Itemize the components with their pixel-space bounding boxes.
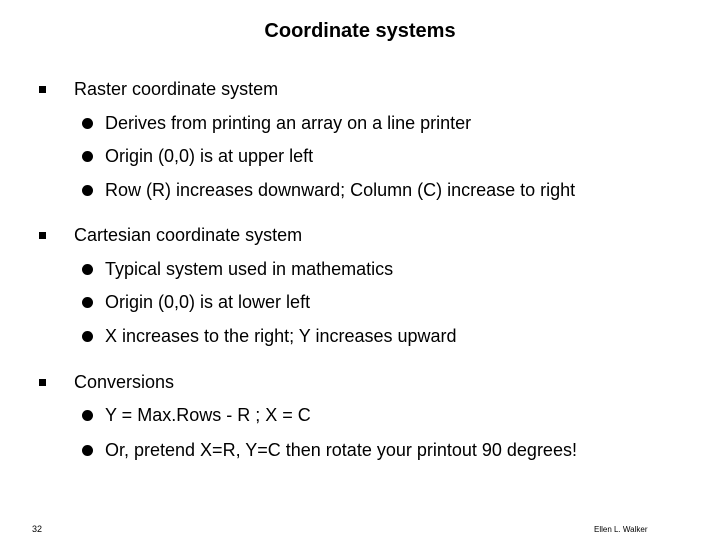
section-heading-raster: Raster coordinate system <box>74 79 279 99</box>
round-bullet-icon <box>82 297 93 308</box>
bullet-raster-3: Row (R) increases downward; Column (C) increase to right <box>105 180 576 200</box>
bullet-raster-1: Derives from printing an array on a line printer <box>105 113 472 133</box>
round-bullet-icon <box>82 410 93 421</box>
author-credit: Ellen L. Walker <box>594 525 648 534</box>
square-bullet-icon <box>39 379 46 386</box>
page-number: 32 <box>32 524 43 534</box>
bullet-conversions-1: Y = Max.Rows - R ; X = C <box>105 405 311 425</box>
bullet-cartesian-1: Typical system used in mathematics <box>105 259 394 279</box>
bullet-cartesian-2: Origin (0,0) is at lower left <box>105 292 311 312</box>
square-bullet-icon <box>39 232 46 239</box>
bullet-raster-2: Origin (0,0) is at upper left <box>105 146 314 166</box>
bullet-conversions-2: Or, pretend X=R, Y=C then rotate your printout 90 degrees! <box>105 440 577 460</box>
round-bullet-icon <box>82 445 93 456</box>
round-bullet-icon <box>82 118 93 129</box>
round-bullet-icon <box>82 185 93 196</box>
section-heading-cartesian: Cartesian coordinate system <box>74 225 303 245</box>
section-heading-conversions: Conversions <box>74 372 175 392</box>
round-bullet-icon <box>82 331 93 342</box>
slide-title: Coordinate systems <box>264 20 456 42</box>
bullet-cartesian-3: X increases to the right; Y increases upward <box>105 326 457 346</box>
round-bullet-icon <box>82 264 93 275</box>
square-bullet-icon <box>39 86 46 93</box>
round-bullet-icon <box>82 151 93 162</box>
